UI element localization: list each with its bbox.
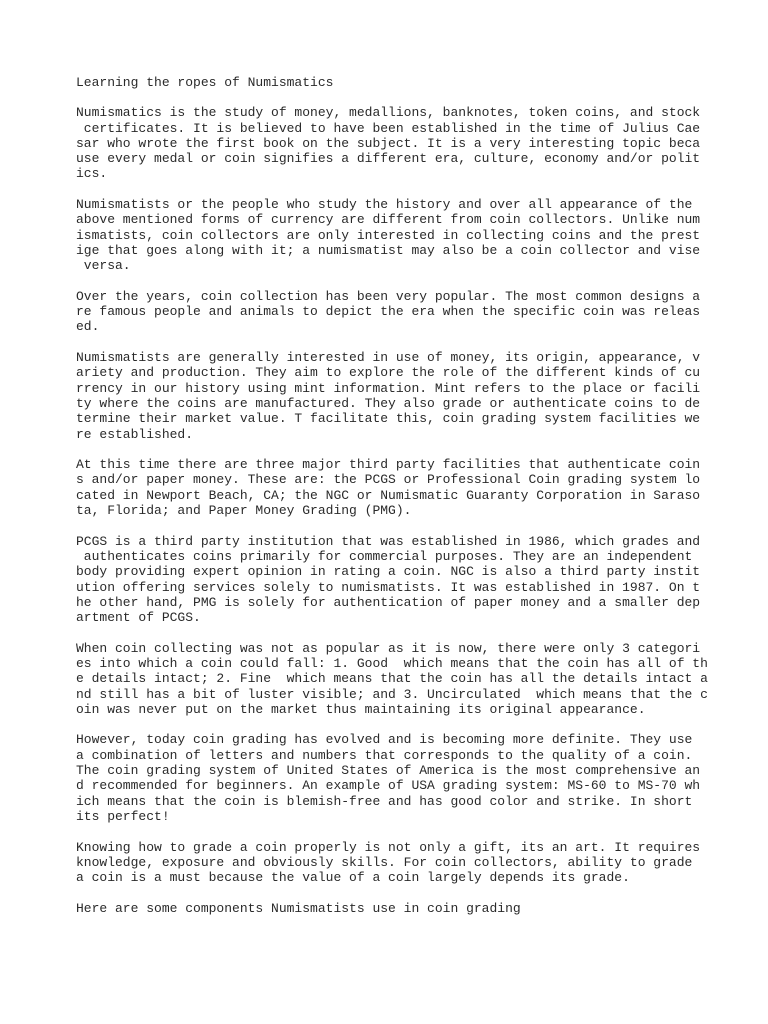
text-line: knowledge, exposure and obviously skills. For coin collectors, ability to grade xyxy=(76,854,693,870)
paragraph xyxy=(76,350,716,442)
text-line: termine their market value. T facilitate this, coin grading system facilities we xyxy=(76,411,701,427)
text-line: its perfect! xyxy=(76,808,170,824)
text-line: At this time there are three major third party facilities that authenticate coin xyxy=(76,457,701,473)
text-line: authenticates coins primarily for commercial purposes. They are an independent xyxy=(76,548,693,564)
text-line: However, today coin grading has evolved and is becoming more definite. They use xyxy=(76,732,693,748)
paragraph xyxy=(76,641,716,717)
paragraph xyxy=(76,289,716,335)
text-line: Knowing how to grade a coin properly is not only a gift, its an art. It requires xyxy=(76,839,701,855)
text-line: es into which a coin could fall: 1. Good which means that the coin has all of th xyxy=(76,655,708,671)
text-line: cated in Newport Beach, CA; the NGC or Numismatic Guaranty Corporation in Saraso xyxy=(76,487,701,503)
text-line: use every medal or coin signifies a different era, culture, economy and/or polit xyxy=(76,151,701,167)
text-line: sar who wrote the first book on the subject. It is a very interesting topic beca xyxy=(76,135,701,151)
text-line: ariety and production. They aim to explore the role of the different kinds of cu xyxy=(76,365,701,381)
text-line: When coin collecting was not as popular as it is now, there were only 3 categori xyxy=(76,640,701,656)
paragraph xyxy=(76,732,716,824)
text-line: versa. xyxy=(76,258,131,274)
text-line: nd still has a bit of luster visible; and 3. Uncirculated which means that the c xyxy=(76,686,708,702)
text-line: body providing expert opinion in rating a coin. NGC is also a third party instit xyxy=(76,564,701,580)
paragraph xyxy=(76,197,716,273)
document-body xyxy=(76,75,716,931)
text-line: certificates. It is believed to have been established in the time of Julius Cae xyxy=(76,120,701,136)
text-line: artment of PCGS. xyxy=(76,610,201,626)
paragraph xyxy=(76,457,716,518)
text-line: Numismatists or the people who study the history and over all appearance of the xyxy=(76,197,693,213)
text-line: The coin grading system of United States of America is the most comprehensive an xyxy=(76,763,701,779)
text-line: oin was never put on the market thus maintaining its original appearance. xyxy=(76,701,646,717)
paragraph xyxy=(76,105,716,181)
text-line: he other hand, PMG is solely for authentication of paper money and a smaller dep xyxy=(76,594,701,610)
text-line: PCGS is a third party institution that was established in 1986, which grades and xyxy=(76,533,701,549)
text-line: e details intact; 2. Fine which means that the coin has all the details intact a xyxy=(76,671,708,687)
text-line: ismatists, coin collectors are only interested in collecting coins and the prest xyxy=(76,227,701,243)
paragraph xyxy=(76,901,716,916)
document-title: Learning the ropes of Numismatics xyxy=(76,75,334,90)
text-line: ed. xyxy=(76,319,100,335)
text-line: above mentioned forms of currency are different from coin collectors. Unlike num xyxy=(76,212,701,228)
text-line: a coin is a must because the value of a coin largely depends its grade. xyxy=(76,870,630,886)
text-line: ich means that the coin is blemish-free and has good color and strike. In short xyxy=(76,793,693,809)
paragraph xyxy=(76,840,716,886)
text-line: s and/or paper money. These are: the PCGS or Professional Coin grading system lo xyxy=(76,472,701,488)
text-line: Over the years, coin collection has been very popular. The most common designs a xyxy=(76,288,701,304)
paragraph-list xyxy=(76,105,716,916)
text-line: ige that goes along with it; a numismatist may also be a coin collector and vise xyxy=(76,242,701,258)
text-line: ty where the coins are manufactured. They also grade or authenticate coins to de xyxy=(76,395,701,411)
text-line: Here are some components Numismatists use in coin grading xyxy=(76,900,521,916)
text-line: ics. xyxy=(76,166,108,182)
text-line: d recommended for beginners. An example of USA grading system: MS-60 to MS-70 wh xyxy=(76,778,701,794)
text-line: Numismatics is the study of money, medallions, banknotes, token coins, and stock xyxy=(76,105,701,121)
paragraph xyxy=(76,534,716,626)
text-line: re established. xyxy=(76,426,194,442)
text-line: Numismatists are generally interested in use of money, its origin, appearance, v xyxy=(76,350,701,366)
text-line: rrency in our history using mint information. Mint refers to the place or facili xyxy=(76,380,701,396)
text-line: a combination of letters and numbers that corresponds to the quality of a coin. xyxy=(76,747,693,763)
text-line: ution offering services solely to numismatists. It was established in 1987. On t xyxy=(76,579,701,595)
text-line: ta, Florida; and Paper Money Grading (PMG). xyxy=(76,503,412,519)
text-line: re famous people and animals to depict the era when the specific coin was releas xyxy=(76,304,701,320)
